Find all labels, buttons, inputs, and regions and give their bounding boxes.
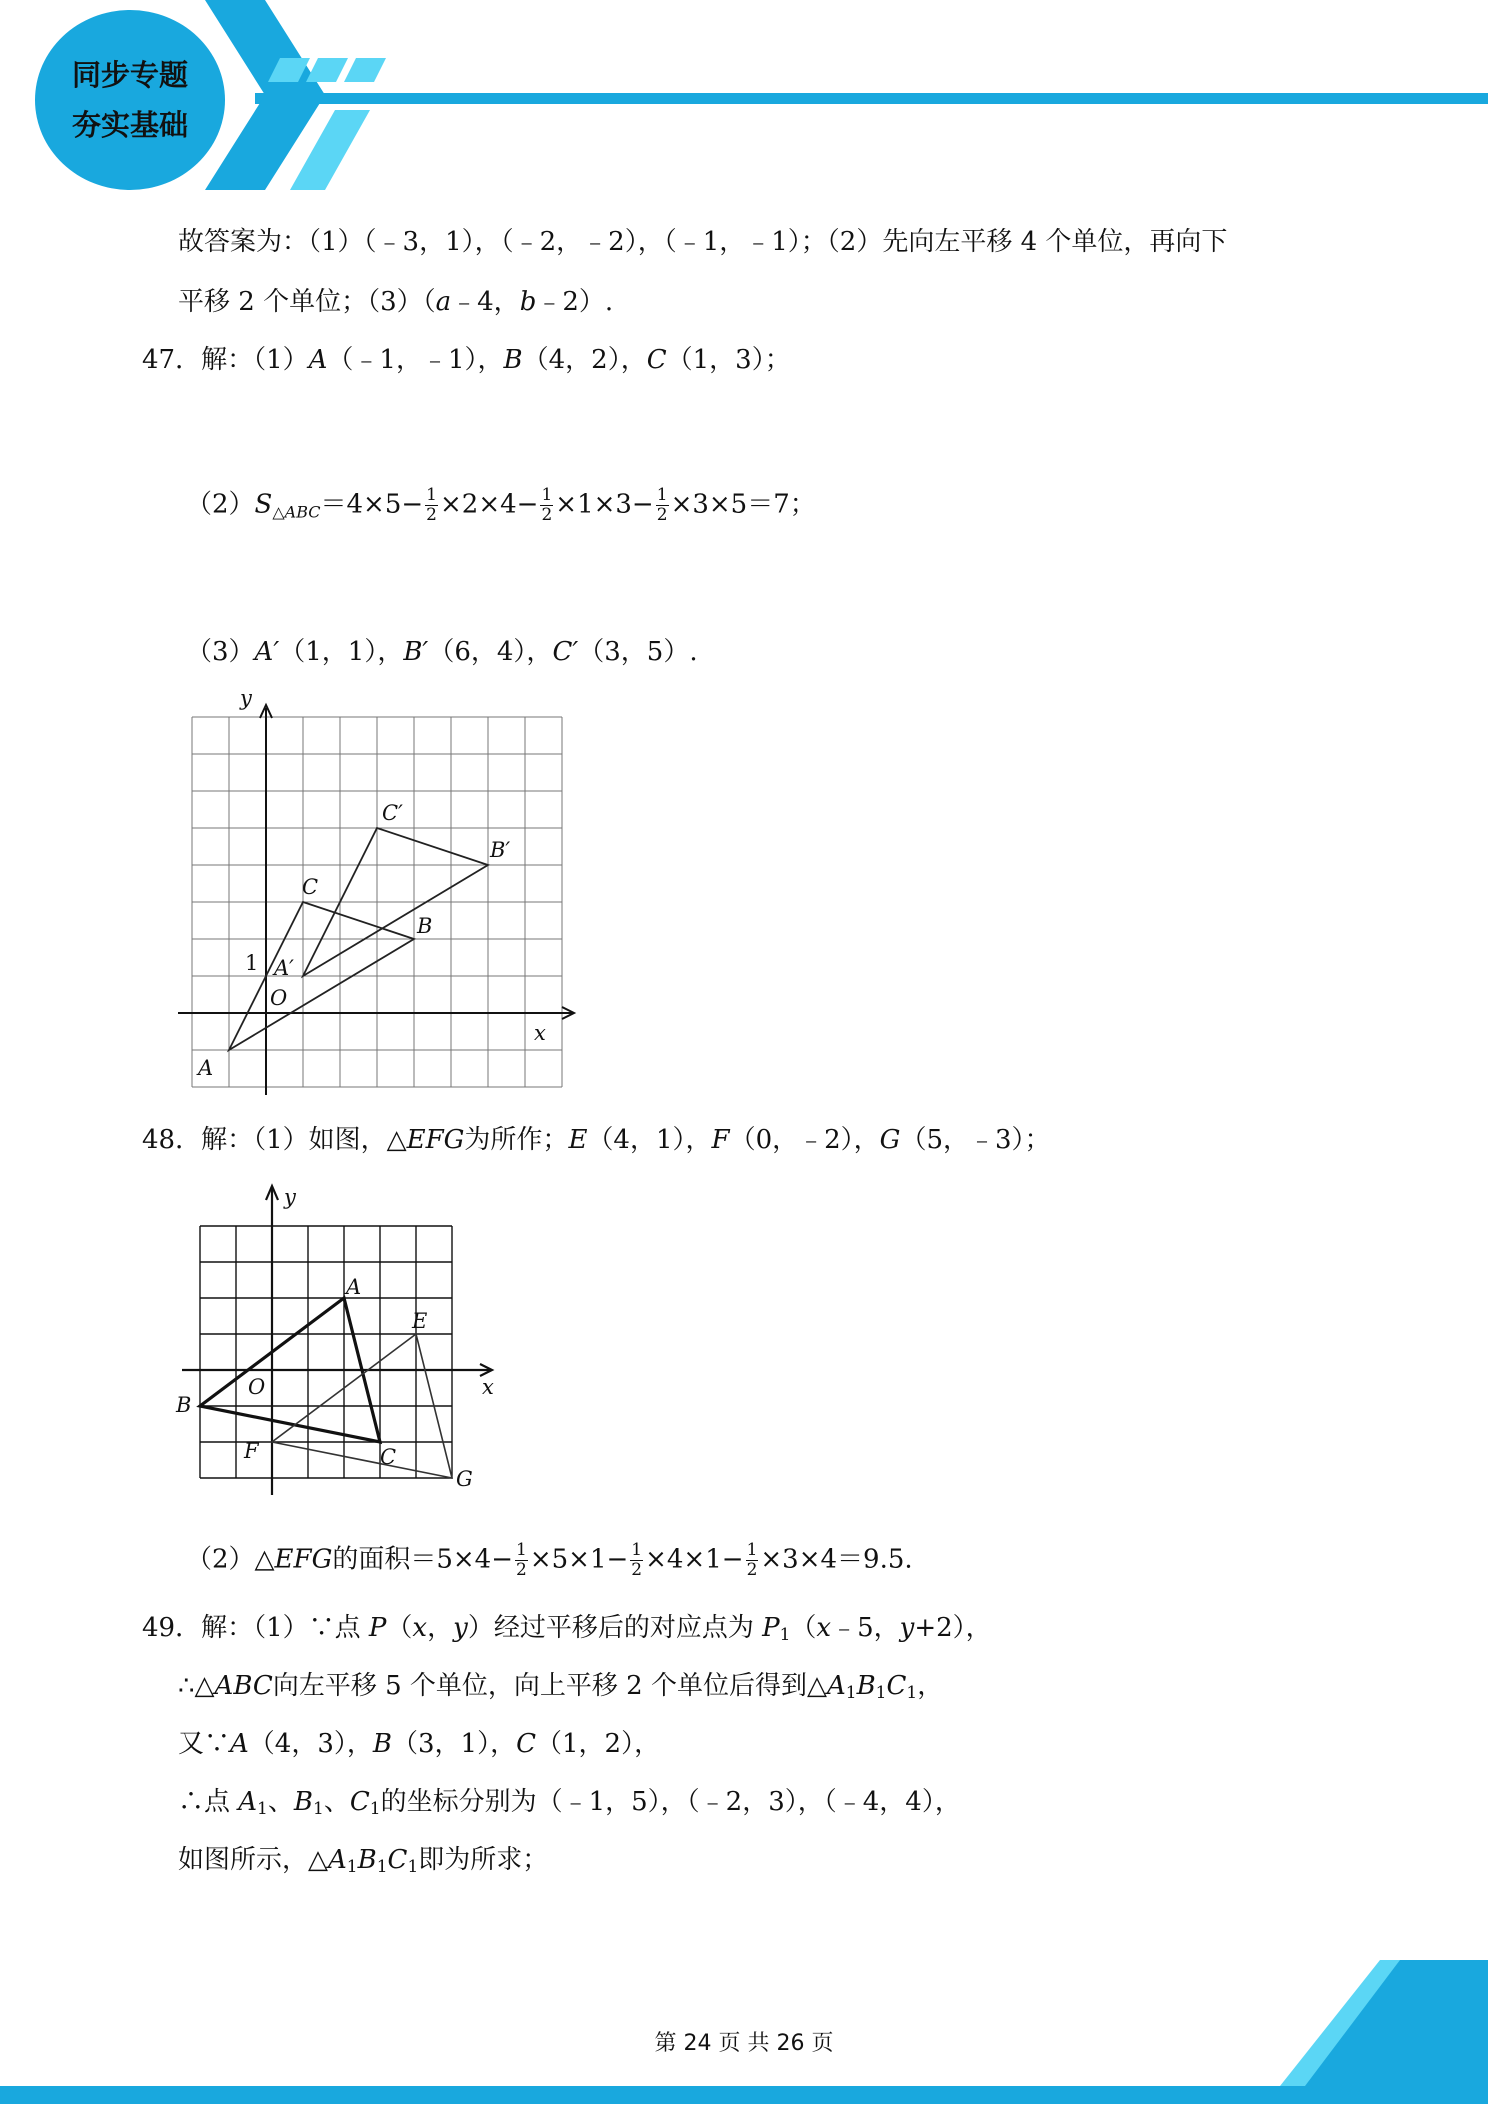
- label-x: x: [534, 1021, 546, 1045]
- q49-line4: ∴点 A1、B1、C1的坐标分别为（﹣1，5），（﹣2，3），（﹣4，4），: [178, 1787, 961, 1819]
- q48-coordinate-graph: [170, 1175, 500, 1495]
- q48-part2: （2）△EFG的面积＝5×4− $\frac{1}{2}$ ×5×1− $\frac{1}{2}$ ×4×1− $\frac{1}{2}$ ×3×4＝9.5.: [186, 1540, 913, 1580]
- label-A: A: [346, 1275, 362, 1299]
- q49-line1: 49．解：（1）∵点 P（x，y）经过平移后的对应点为 P1（x﹣5，y+2），: [142, 1613, 992, 1645]
- label-B: B: [176, 1393, 192, 1417]
- q47-part2: $(2)S_{\triangle ABC}=4\times 5-$ $\frac{1}{2}$ ×2×4− $\frac{1}{2}$ ×1×3− $\frac{1}{2}$ ×3×5＝7；: [186, 485, 816, 525]
- label-O: O: [248, 1375, 266, 1399]
- label-one: 1: [245, 951, 259, 975]
- q49-line2: ∴△ABC向左平移 5 个单位，向上平移 2 个单位后得到△A1B1C1，: [178, 1671, 944, 1703]
- q46-line2: 平移 2 个单位；（3）（a﹣4，b﹣2）.: [178, 287, 614, 317]
- footer-banner: [0, 1955, 1488, 2104]
- label-B: B: [417, 914, 433, 938]
- label-C: C: [380, 1445, 397, 1469]
- label-A1: A′: [274, 956, 294, 980]
- fraction-half: $\frac{1}{2}$: [541, 485, 553, 525]
- q49-line5: 如图所示，△A1B1C1即为所求；: [178, 1845, 549, 1877]
- q47-part1: 47．解：（1）A（﹣1，﹣1），B（4，2），C（1，3）；: [142, 345, 791, 375]
- label-C: C: [302, 875, 319, 899]
- footer-stripe: [0, 2086, 1488, 2104]
- fraction-half: $\frac{1}{2}$: [516, 1540, 527, 1580]
- label-x: x: [482, 1375, 494, 1399]
- fraction-half: $\frac{1}{2}$: [631, 1540, 643, 1580]
- q47-part3: （3）A′（1，1），B′（6，4），C′（3，5）.: [186, 637, 698, 667]
- q49-line3: 又∵A（4，3），B（3，1），C（1，2），: [178, 1729, 661, 1759]
- header-dash-3: [344, 58, 386, 82]
- header-dash-2: [306, 58, 348, 82]
- q47-coordinate-graph: [170, 680, 590, 1100]
- label-E: E: [412, 1309, 428, 1333]
- badge-line1: 同步专题: [71, 58, 188, 92]
- label-B1: B′: [490, 838, 511, 862]
- fraction-half: $\frac{1}{2}$: [656, 485, 668, 525]
- label-y: y: [240, 686, 252, 710]
- q46-line1: 故答案为：（1）（﹣3，1），（﹣2，﹣2），（﹣1，﹣1）；（2）先向左平移 4 个单位，再向下: [178, 227, 1228, 257]
- header-stripe: [255, 93, 1488, 104]
- label-G: G: [456, 1467, 473, 1491]
- label-A: A: [198, 1056, 214, 1080]
- label-F: F: [244, 1439, 259, 1463]
- q48-part1: 48．解：（1）如图，△EFG为所作；E（4，1），F（0，﹣2），G（5，﹣3）；: [142, 1125, 1051, 1155]
- header-badge: [35, 10, 225, 190]
- page-number: 第 24 页 共 26 页: [654, 2031, 834, 2056]
- fraction-half: $\frac{1}{2}$: [746, 1540, 758, 1580]
- label-C1: C′: [382, 801, 403, 825]
- badge-line2: 夯实基础: [71, 108, 188, 142]
- label-O: O: [270, 986, 288, 1010]
- fraction-half: $\frac{1}{2}$: [426, 485, 437, 525]
- page-header: [0, 0, 1488, 200]
- label-y: y: [284, 1185, 296, 1209]
